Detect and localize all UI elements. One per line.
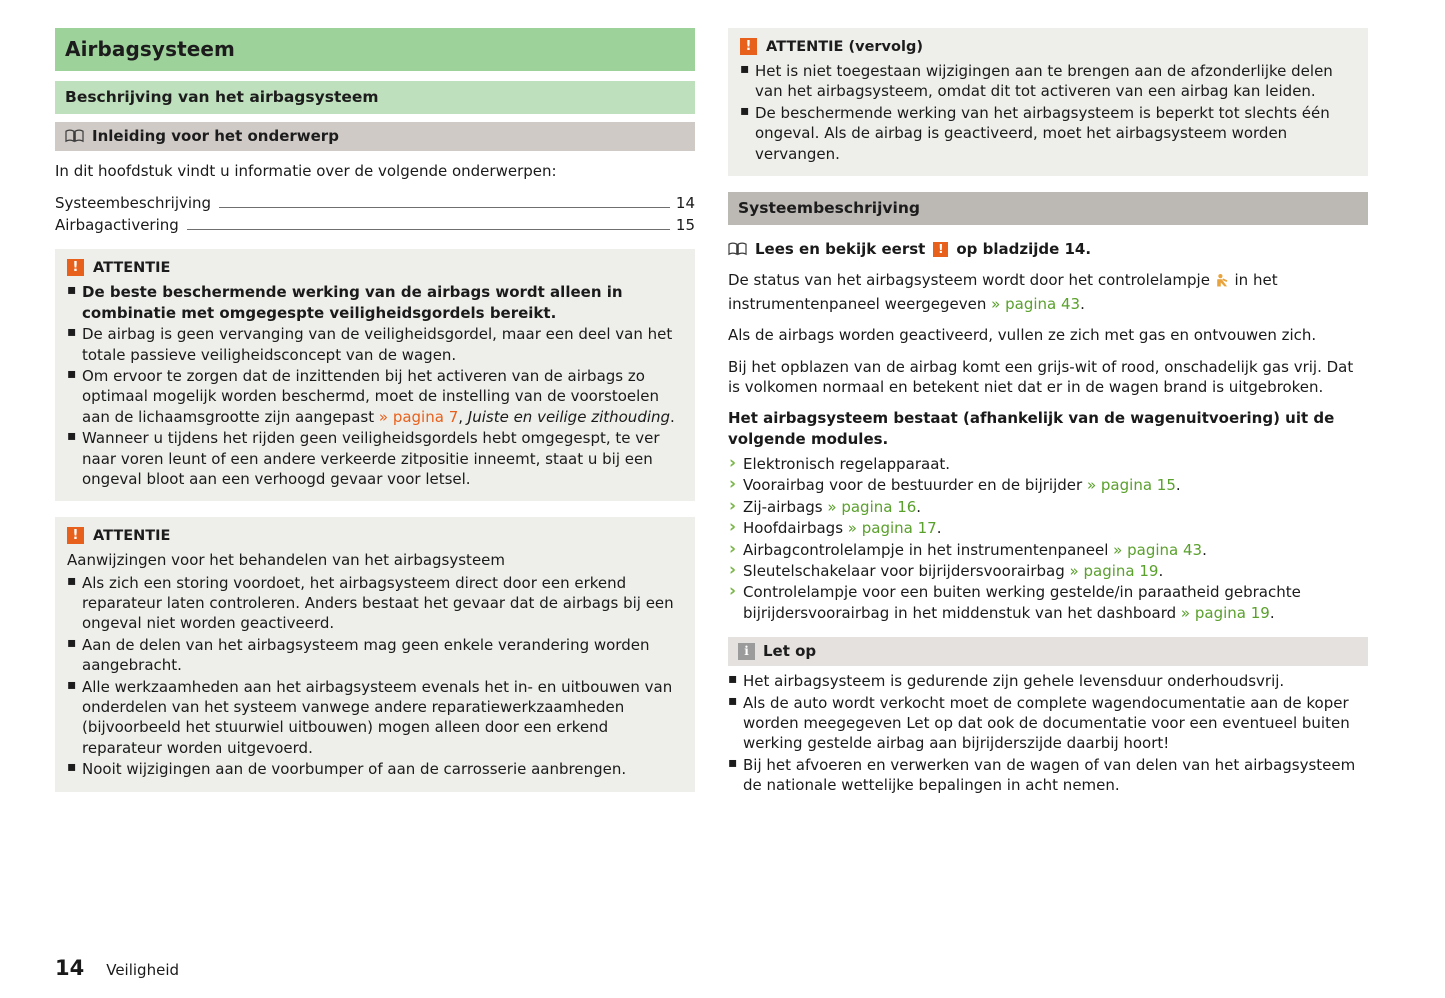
toc-leader — [187, 228, 670, 230]
list-item: ▪ Wanneer u tijdens het rijden geen veiligheidsgordels hebt omgegespt, te ver naar voren leunt of een andere verkeerde zitpositie inneemt, staat u bij een ongeval bloot aan een verhoogd gevaar voor letsel. — [67, 428, 683, 489]
intro-paragraph: In dit hoofdstuk vindt u informatie over de volgende onderwerpen: — [55, 162, 557, 180]
seatbelt-warning-icon — [1215, 273, 1230, 293]
status-paragraph-b: in het instrumentenpaneel weergegeven — [728, 271, 1278, 313]
warning-item-text: Om ervoor te zorgen dat de inzittenden bij het activeren van de airbags zo optimaal mogelijk worden beschermd, moet de instelling van de voorstoelen aan de lichaamsgrootte zijn aangepast — [82, 366, 660, 426]
modules-heading-text: Het airbagsysteem bestaat (afhankelijk van de wagenuitvoering) uit de volgende modules. — [728, 409, 1335, 448]
punct: . — [670, 407, 675, 426]
note-header — [728, 637, 1368, 666]
footer-page-number: 14 — [55, 956, 85, 980]
punct: . — [916, 497, 922, 516]
read-first-text-pre: Lees en bekijk eerst — [755, 239, 926, 258]
warning-exclamation-icon: ! — [740, 38, 757, 55]
toc-entry-label: Airbagactivering — [55, 216, 179, 235]
warning-box-continued-header — [740, 38, 1356, 55]
status-paragraph-a: De status van het airbagsysteem wordt door het controlelampje — [728, 271, 1210, 290]
warning-exclamation-icon: ! — [933, 242, 948, 257]
toc-entry-page: 15 — [675, 216, 695, 235]
list-item — [728, 582, 1368, 623]
list-item — [728, 475, 1368, 495]
list-item — [67, 282, 683, 323]
cross-reference-link[interactable]: » pagina 15 — [1086, 476, 1176, 495]
warning-box-continued-title: ATTENTIE (vervolg) — [766, 38, 923, 55]
list-item[interactable] — [55, 216, 695, 235]
right-column — [728, 28, 1368, 797]
warning-box-continued-list — [740, 61, 1356, 164]
list-item — [728, 497, 1368, 517]
module-label: Elektronisch regelapparaat. — [743, 455, 951, 474]
warning-item-bold: De beste beschermende werking van de airbags wordt alleen in combinatie met omgegespte veiligheidsgordels bereikt. — [82, 283, 623, 322]
cross-reference-link[interactable]: » pagina 43 — [991, 294, 1081, 313]
warning-box-2-list — [67, 573, 683, 780]
punct: . — [1202, 540, 1207, 559]
section-heading-description: Beschrijving van het airbagsysteem — [55, 81, 695, 114]
modules-heading — [728, 408, 1368, 449]
warning-exclamation-icon: ! — [67, 527, 84, 544]
punct: . — [936, 519, 942, 538]
book-icon — [65, 129, 84, 143]
warning-box-1 — [55, 249, 695, 501]
toc-leader — [219, 206, 670, 208]
list-item[interactable] — [55, 194, 695, 213]
cross-reference-title: Juiste en veilige zithouding — [467, 407, 671, 426]
list-item: ▪ Als de auto wordt verkocht moet de complete wagendocumentatie aan de koper worden meegegeven Let op dat ook de documentatie voor een eventueel buiten werking gestelde airbag aan bijrijderszijde daarbij hoort! — [728, 693, 1368, 754]
punct: . — [1080, 294, 1085, 313]
toc-entry-page: 14 — [675, 194, 695, 213]
list-item: ▪ Om ervoor te zorgen dat de inzittenden bij het activeren van de airbags zo optimaal mogelijk worden beschermd, moet de instelling van de voorstoelen aan de lichaamsgrootte zijn aangepast » pagina 7, Juiste en veilige zithouding. — [67, 366, 683, 427]
page-footer — [55, 956, 179, 980]
paragraph-gas: Bij het opblazen van de airbag komt een grijs-wit of rood, onschadelijk gas vrij. Dat is volkomen normaal en betekent niet dat er in de wagen brand is uitgebroken. — [728, 357, 1354, 396]
list-item: ▪ Als zich een storing voordoet, het airbagsysteem direct door een erkend reparateur laten controleren. Anders bestaat het gevaar dat de airbags bij een ongeval niet worden geactiveerd. — [67, 573, 683, 634]
note-block — [728, 637, 1368, 795]
read-first-text-post: op bladzijde 14. — [956, 239, 1092, 258]
list-item: ▪ De airbag is geen vervanging van de veiligheidsgordel, maar een deel van het totale passieve veiligheidsconcept van de wagen. — [67, 324, 683, 365]
warning-box-continued — [728, 28, 1368, 176]
warning-box-1-header — [67, 259, 683, 276]
list-item: ▪ Bij het afvoeren en verwerken van de wagen of van delen van het airbagsysteem de nationale wettelijke bepalingen in acht nemen. — [728, 755, 1368, 796]
list-item — [728, 561, 1368, 581]
module-label: Airbagcontrolelampje in het instrumentenpaneel — [743, 540, 1109, 559]
module-label: Controlelampje voor een buiten werking gestelde/in paraatheid gebrachte bijrijdersvoorairbag in het middenstuk van het dashboard — [743, 583, 1301, 622]
warning-box-2-intro: Aanwijzingen voor het behandelen van het airbagsysteem — [67, 551, 506, 570]
cross-reference-link[interactable]: » pagina 16 — [827, 497, 917, 516]
modules-list — [728, 454, 1368, 623]
topic-heading-introduction — [55, 122, 695, 151]
module-label: Voorairbag voor de bestuurder en de bijrijder — [743, 476, 1083, 495]
punct: . — [1269, 603, 1275, 622]
list-item — [728, 518, 1368, 538]
note-list — [728, 671, 1368, 795]
warning-exclamation-icon: ! — [67, 259, 84, 276]
note-title: Let op — [763, 642, 817, 661]
list-item: ▪ Nooit wijzigingen aan de voorbumper of aan de carrosserie aanbrengen. — [67, 759, 683, 779]
list-item: ▪ Het airbagsysteem is gedurende zijn gehele levensduur onderhoudsvrij. — [728, 671, 1368, 691]
module-label: Sleutelschakelaar voor bijrijdersvoorairbag — [743, 562, 1065, 581]
toc-entry-label: Systeembeschrijving — [55, 194, 212, 213]
warning-box-1-list — [67, 282, 683, 489]
warning-box-1-title: ATTENTIE — [93, 259, 171, 276]
warning-box-2-title: ATTENTIE — [93, 527, 171, 544]
cross-reference-link[interactable]: » pagina 17 — [847, 519, 937, 538]
table-of-contents — [55, 194, 695, 235]
list-item — [728, 454, 1368, 474]
module-label: Hoofdairbags — [743, 519, 844, 538]
cross-reference-link[interactable]: » pagina 43 — [1113, 540, 1203, 559]
cross-reference-link[interactable]: » pagina 19 — [1180, 603, 1270, 622]
warning-box-2-header — [67, 527, 683, 544]
book-icon — [728, 242, 747, 256]
list-item: ▪ De beschermende werking van het airbagsysteem is beperkt tot slechts één ongeval. Als de airbag is geactiveerd, moet het airbagsysteem worden vervangen. — [740, 103, 1356, 164]
module-label: Zij-airbags — [743, 497, 823, 516]
page-title: Airbagsysteem — [55, 28, 695, 71]
punct: . — [1175, 476, 1181, 495]
list-item: ▪ Aan de delen van het airbagsysteem mag geen enkele verandering worden aangebracht. — [67, 635, 683, 676]
paragraph-inflation: Als de airbags worden geactiveerd, vullen ze zich met gas en ontvouwen zich. — [728, 326, 1317, 345]
cross-reference-link[interactable]: » pagina 19 — [1069, 562, 1159, 581]
status-paragraph — [728, 270, 1368, 314]
warning-box-2 — [55, 517, 695, 791]
section-heading-system-description: Systeembeschrijving — [728, 192, 1368, 225]
read-first-note — [728, 239, 1368, 259]
list-item: ▪ Alle werkzaamheden aan het airbagsysteem evenals het in- en uitbouwen van onderdelen van het systeem vanwege andere reparatiewerkzaamheden (bijvoorbeeld het stuurwiel uitbouwen) mogen alleen door een erkend reparateur worden uitgevoerd. — [67, 677, 683, 759]
cross-reference-link[interactable]: » pagina 7 — [378, 407, 459, 426]
left-column — [55, 28, 695, 808]
info-i-icon: i — [738, 643, 755, 660]
topic-heading-label: Inleiding voor het onderwerp — [92, 127, 339, 145]
punct: . — [1158, 562, 1164, 581]
footer-section-label: Veiligheid — [106, 961, 180, 979]
list-item — [728, 540, 1368, 560]
list-item: ▪ Het is niet toegestaan wijzigingen aan te brengen aan de afzonderlijke delen van het airbagsysteem, omdat dit tot activeren van een airbag kan leiden. — [740, 61, 1356, 102]
